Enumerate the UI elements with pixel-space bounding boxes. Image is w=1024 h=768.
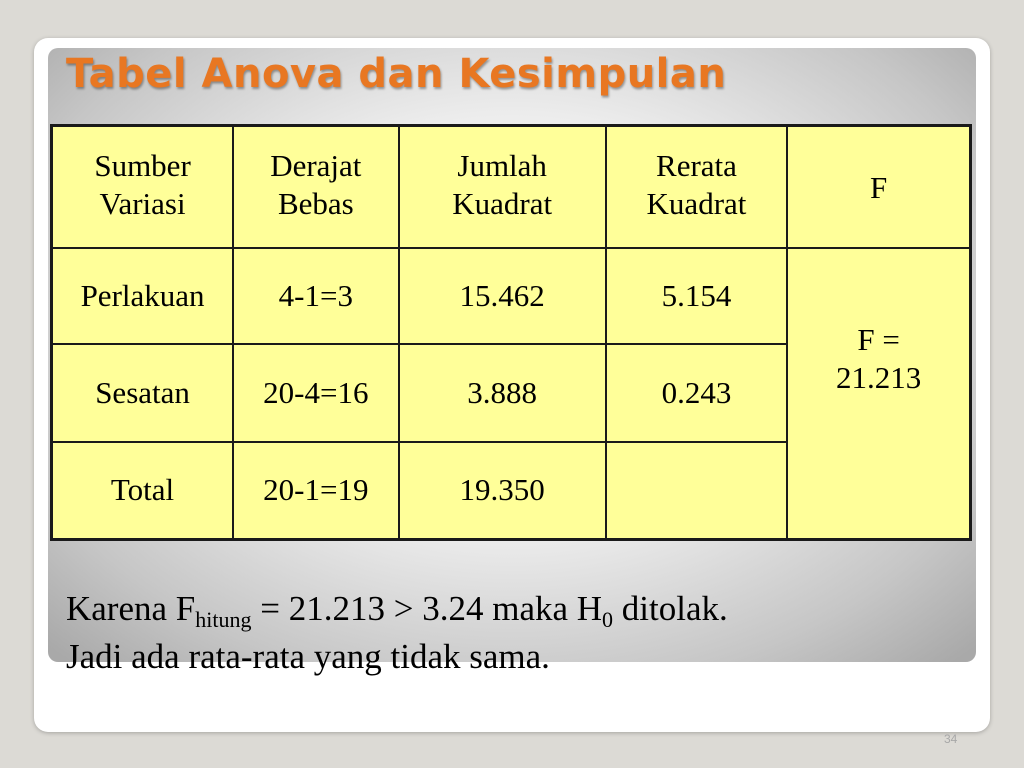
cell-f-value <box>787 248 970 540</box>
header-text: Bebas <box>277 186 354 221</box>
header-derajat-bebas <box>233 126 398 248</box>
cell-sumber: Perlakuan <box>52 248 234 344</box>
header-sumber-variasi <box>52 126 234 248</box>
conclusion-part: Karena F <box>66 589 196 628</box>
cell-db: 20-1=19 <box>233 442 398 540</box>
conclusion-part: ditolak. <box>613 589 728 628</box>
header-row <box>52 126 971 248</box>
header-text: Variasi <box>99 186 186 221</box>
slide-number: 34 <box>944 732 958 746</box>
header-text: Jumlah <box>457 148 547 183</box>
header-text: F <box>869 170 888 205</box>
header-text: Kuadrat <box>646 186 747 221</box>
subscript-hitung: hitung <box>195 607 252 632</box>
cell-jk: 15.462 <box>399 248 606 344</box>
cell-jk: 3.888 <box>399 344 606 442</box>
conclusion-line-2: Jadi ada rata-rata yang tidak sama. <box>66 637 550 676</box>
f-label: F = <box>857 321 900 357</box>
cell-rk: 5.154 <box>606 248 787 344</box>
f-number: 21.213 <box>835 359 922 395</box>
header-f <box>787 126 970 248</box>
cell-sumber: Sesatan <box>52 344 234 442</box>
cell-db: 20-4=16 <box>233 344 398 442</box>
cell-jk: 19.350 <box>399 442 606 540</box>
subscript-zero: 0 <box>602 607 614 632</box>
header-text: Derajat <box>270 148 362 183</box>
conclusion-text <box>66 585 728 681</box>
table-row <box>52 248 971 344</box>
anova-table <box>50 124 972 541</box>
conclusion-line-1 <box>66 585 728 633</box>
cell-rk: 0.243 <box>606 344 787 442</box>
slide-title: Tabel Anova dan Kesimpulan <box>66 51 727 97</box>
header-text: Rerata <box>656 148 737 183</box>
header-jumlah-kuadrat <box>399 126 606 248</box>
cell-db: 4-1=3 <box>233 248 398 344</box>
header-text: Kuadrat <box>452 186 553 221</box>
header-rerata-kuadrat <box>606 126 787 248</box>
cell-sumber: Total <box>52 442 234 540</box>
header-text: Sumber <box>94 148 191 183</box>
conclusion-part: = 21.213 > 3.24 maka H <box>251 589 603 628</box>
cell-rk <box>606 442 787 540</box>
